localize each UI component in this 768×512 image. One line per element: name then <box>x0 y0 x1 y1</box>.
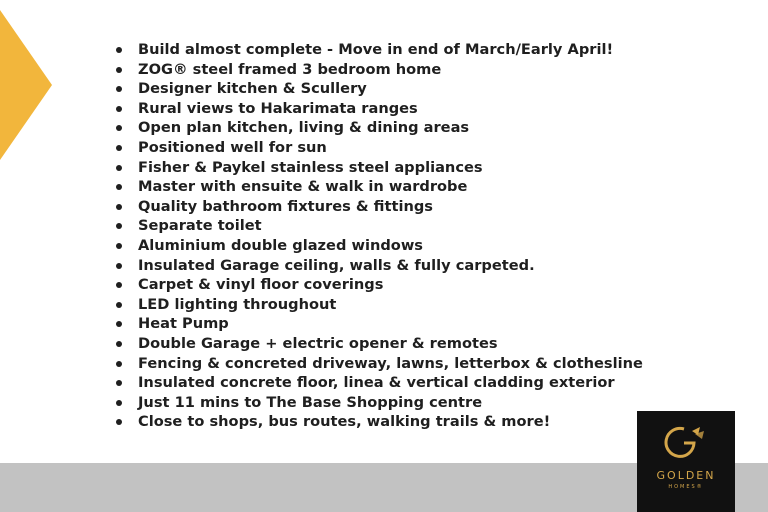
feature-list <box>112 40 643 432</box>
feature-text: Build almost complete - Move in end of March/Early April! <box>138 41 614 58</box>
bullet-icon <box>116 184 122 190</box>
feature-text: LED lighting throughout <box>138 295 337 313</box>
feature-text: Separate toilet <box>138 217 262 235</box>
feature-text: Insulated Garage ceiling, walls & fully carpeted. <box>138 256 535 274</box>
yellow-arrow-decoration <box>0 10 52 160</box>
feature-text: Master with ensuite & walk in wardrobe <box>138 178 468 196</box>
golden-homes-logo-mark-icon <box>664 423 708 463</box>
feature-text: Close to shops, bus routes, walking trails & more! <box>138 413 551 431</box>
bullet-icon <box>116 125 122 131</box>
feature-text: Rural views to Hakarimata ranges <box>138 99 418 117</box>
feature-item <box>112 118 643 138</box>
logo-wordmark: GOLDEN <box>656 469 716 482</box>
feature-text: Double Garage + electric opener & remotes <box>138 334 498 352</box>
feature-text: Heat Pump <box>138 315 229 333</box>
bullet-icon <box>116 106 122 112</box>
feature-text: Quality bathroom fixtures & fittings <box>138 197 433 215</box>
feature-item <box>112 295 643 315</box>
feature-item <box>112 354 643 374</box>
bullet-icon <box>116 243 122 249</box>
feature-text: Designer kitchen & Scullery <box>138 80 367 98</box>
feature-item <box>112 197 643 217</box>
feature-item <box>112 275 643 295</box>
bullet-icon <box>116 302 122 308</box>
feature-item <box>112 99 643 119</box>
feature-item <box>112 138 643 158</box>
bullet-icon <box>116 145 122 151</box>
bullet-icon <box>116 165 122 171</box>
feature-item <box>112 314 643 334</box>
feature-item <box>112 373 643 393</box>
feature-text: Insulated concrete floor, linea & vertical cladding exterior <box>138 374 615 392</box>
feature-item <box>112 256 643 276</box>
bullet-icon <box>116 400 122 406</box>
feature-item <box>112 412 643 432</box>
bullet-icon <box>116 86 122 92</box>
feature-item <box>112 393 643 413</box>
feature-text: Fencing & concreted driveway, lawns, letterbox & clothesline <box>138 354 643 372</box>
feature-text: Just 11 mins to The Base Shopping centre <box>138 393 483 411</box>
bullet-icon <box>116 419 122 425</box>
feature-item <box>112 177 643 197</box>
feature-text: Carpet & vinyl floor coverings <box>138 276 384 294</box>
bullet-icon <box>116 47 122 53</box>
feature-text: Aluminium double glazed windows <box>138 236 423 254</box>
bullet-icon <box>116 321 122 327</box>
feature-text: Open plan kitchen, living & dining areas <box>138 119 470 137</box>
feature-item <box>112 60 643 80</box>
feature-item <box>112 236 643 256</box>
feature-item <box>112 40 643 60</box>
golden-homes-logo <box>637 411 735 512</box>
bullet-icon <box>116 282 122 288</box>
logo-subtext: HOMES® <box>668 484 704 490</box>
feature-text: ZOG® steel framed 3 bedroom home <box>138 60 442 78</box>
feature-text: Positioned well for sun <box>138 138 327 156</box>
bullet-icon <box>116 341 122 347</box>
bullet-icon <box>116 204 122 210</box>
feature-item <box>112 158 643 178</box>
bullet-icon <box>116 380 122 386</box>
feature-item <box>112 334 643 354</box>
feature-item <box>112 216 643 236</box>
bullet-icon <box>116 67 122 73</box>
feature-text: Fisher & Paykel stainless steel appliances <box>138 158 483 176</box>
bullet-icon <box>116 223 122 229</box>
bullet-icon <box>116 361 122 367</box>
feature-item <box>112 79 643 99</box>
bullet-icon <box>116 263 122 269</box>
